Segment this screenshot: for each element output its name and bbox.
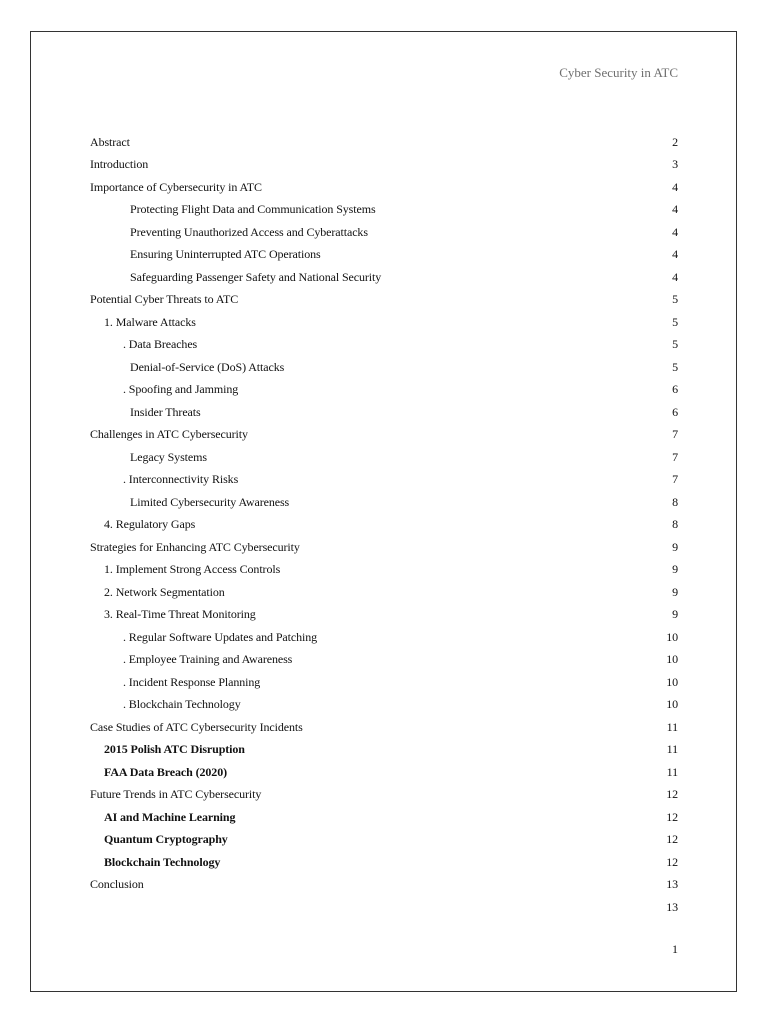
toc-entry[interactable] [90, 784, 678, 807]
toc-entry-page: 12 [666, 809, 678, 824]
toc-entry-page: 4 [672, 202, 678, 217]
toc-entry-title: 3. Real-Time Threat Monitoring [104, 607, 256, 622]
toc-entry[interactable] [90, 289, 678, 312]
toc-entry-page: 10 [666, 629, 678, 644]
toc-entry-page: 5 [672, 359, 678, 374]
toc-entry[interactable] [90, 154, 678, 177]
toc-entry-page: 10 [666, 652, 678, 667]
toc-entry[interactable] [90, 131, 678, 154]
toc-entry[interactable] [90, 829, 678, 852]
toc-entry[interactable] [90, 581, 678, 604]
toc-entry-title: . Incident Response Planning [123, 674, 261, 689]
toc-entry-title: Denial-of-Service (DoS) Attacks [130, 359, 285, 374]
toc-entry[interactable] [90, 739, 678, 762]
toc-entry[interactable] [90, 874, 678, 897]
page-number: 1 [672, 942, 678, 956]
toc-entry-title: Conclusion [90, 877, 144, 892]
toc-entry-title: 1. Implement Strong Access Controls [104, 562, 281, 577]
toc-entry[interactable] [90, 671, 678, 694]
toc-entry-title: Blockchain Technology [104, 854, 221, 869]
toc-entry-page: 7 [672, 427, 678, 442]
toc-entry-title: AI and Machine Learning [104, 809, 236, 824]
toc-entry-page: 12 [666, 787, 678, 802]
toc-entry[interactable] [90, 469, 678, 492]
toc-entry-page: 5 [672, 292, 678, 307]
toc-entry-title: Case Studies of ATC Cybersecurity Incidents [90, 719, 303, 734]
toc-entry[interactable] [90, 424, 678, 447]
toc-entry[interactable] [90, 379, 678, 402]
toc-entry[interactable] [90, 559, 678, 582]
toc-entry-title: Ensuring Uninterrupted ATC Operations [130, 247, 321, 262]
toc-entry-page: 4 [672, 247, 678, 262]
toc-entry-title: Future Trends in ATC Cybersecurity [90, 787, 262, 802]
toc-entry-page: 2 [672, 134, 678, 149]
toc-entry[interactable] [90, 334, 678, 357]
running-header: Cyber Security in ATC [559, 65, 678, 80]
toc-entry-title: FAA Data Breach (2020) [104, 764, 228, 779]
toc-entry-page: 7 [672, 472, 678, 487]
toc-entry-title: . Interconnectivity Risks [123, 472, 239, 487]
toc-entry-title: Legacy Systems [130, 449, 207, 464]
toc-entry[interactable] [90, 446, 678, 469]
toc-entry[interactable] [90, 266, 678, 289]
toc-entry-page: 3 [672, 157, 678, 172]
toc-entry-title: 4. Regulatory Gaps [104, 517, 196, 532]
toc-entry[interactable] [90, 221, 678, 244]
toc-entry-page: 6 [672, 404, 678, 419]
toc-entry-page: 9 [672, 562, 678, 577]
toc-entry[interactable] [90, 716, 678, 739]
toc-entry-title: Insider Threats [130, 404, 201, 419]
toc-entry-title: . Blockchain Technology [123, 697, 241, 712]
toc-entry-title: Protecting Flight Data and Communication Systems [130, 202, 376, 217]
toc-entry-page: 5 [672, 314, 678, 329]
toc-entry-page: 4 [672, 224, 678, 239]
toc-entry[interactable] [90, 491, 678, 514]
toc-entry[interactable] [90, 649, 678, 672]
toc-entry-title: 2. Network Segmentation [104, 584, 225, 599]
toc-entry-title: Abstract [90, 134, 130, 149]
toc-entry-page: 9 [672, 584, 678, 599]
toc-entry[interactable] [90, 851, 678, 874]
toc-entry[interactable] [90, 244, 678, 267]
toc-entry-page: 4 [672, 269, 678, 284]
toc-entry-page: 10 [666, 674, 678, 689]
document-page [30, 31, 737, 992]
toc-entry-title: Limited Cybersecurity Awareness [130, 494, 290, 509]
toc-entry[interactable] [90, 626, 678, 649]
toc-entry-title: 1. Malware Attacks [104, 314, 196, 329]
toc-entry-page: 13 [666, 877, 678, 892]
toc-entry[interactable] [90, 176, 678, 199]
toc-entry[interactable] [90, 311, 678, 334]
toc-entry[interactable] [90, 604, 678, 627]
toc-entry-title: . Employee Training and Awareness [123, 652, 293, 667]
toc-entry-page: 4 [672, 179, 678, 194]
toc-entry[interactable] [90, 536, 678, 559]
toc-entry[interactable] [90, 694, 678, 717]
toc-entry-page: 8 [672, 494, 678, 509]
toc-entry-title: . Spoofing and Jamming [123, 382, 239, 397]
toc-entry-title: . Data Breaches [123, 337, 198, 352]
toc-entry[interactable] [90, 356, 678, 379]
toc-entry[interactable] [90, 514, 678, 537]
toc-entry-title: Challenges in ATC Cybersecurity [90, 427, 248, 442]
toc-entry-page: 7 [672, 449, 678, 464]
toc-entry-title: Introduction [90, 157, 149, 172]
toc-entry-page: 12 [666, 854, 678, 869]
toc-entry[interactable] [90, 761, 678, 784]
toc-entry-title: Quantum Cryptography [104, 832, 228, 847]
toc-entry-page: 11 [666, 719, 678, 734]
toc-entry-title: . Regular Software Updates and Patching [123, 629, 318, 644]
toc-entry-page: 11 [666, 764, 678, 779]
toc-entry-title: Strategies for Enhancing ATC Cybersecurity [90, 539, 300, 554]
toc-entry-page: 13 [666, 899, 678, 914]
toc-entry-page: 9 [672, 539, 678, 554]
toc-entry-title: Safeguarding Passenger Safety and National Security [130, 269, 382, 284]
toc-entry-page: 5 [672, 337, 678, 352]
toc-entry-title: 2015 Polish ATC Disruption [104, 742, 245, 757]
toc-entry-title: Importance of Cybersecurity in ATC [90, 179, 262, 194]
toc-entry-page: 10 [666, 697, 678, 712]
toc-entry-title: Potential Cyber Threats to ATC [90, 292, 239, 307]
toc-entry-page: 11 [666, 742, 678, 757]
toc-entry-title: Preventing Unauthorized Access and Cyberattacks [130, 224, 368, 239]
toc-entry-page: 12 [666, 832, 678, 847]
toc-entry-page: 8 [672, 517, 678, 532]
toc-entry[interactable] [90, 401, 678, 424]
toc-entry[interactable] [90, 896, 678, 919]
toc-entry-page: 9 [672, 607, 678, 622]
toc-entry-page: 6 [672, 382, 678, 397]
table-of-contents [90, 131, 678, 919]
toc-entry[interactable] [90, 806, 678, 829]
toc-entry[interactable] [90, 199, 678, 222]
